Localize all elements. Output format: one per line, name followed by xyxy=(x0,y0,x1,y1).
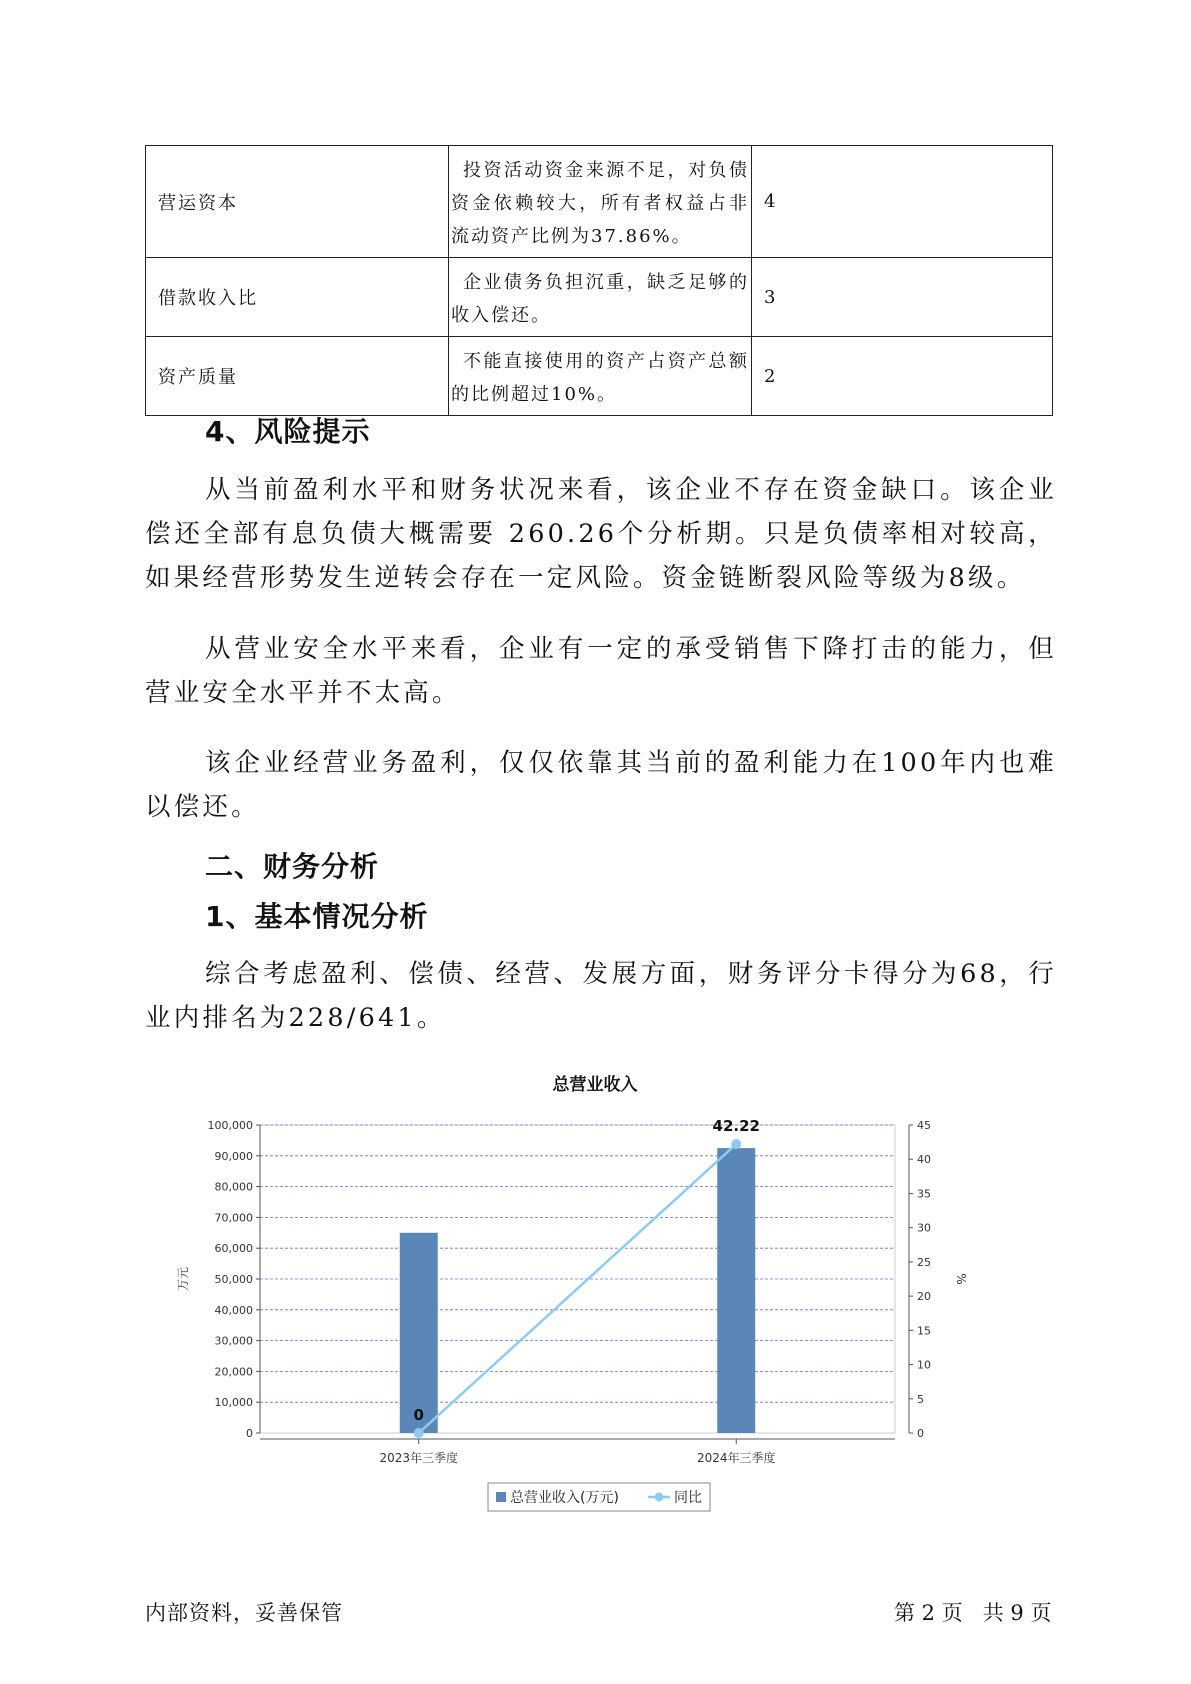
line-point xyxy=(414,1428,424,1438)
data-label: 42.22 xyxy=(712,1117,760,1136)
risk-item-cell: 借款收入比 xyxy=(146,258,449,337)
y-tick-label-right: 35 xyxy=(917,1187,931,1201)
footer-confidential: 内部资料，妥善保管 xyxy=(145,1601,343,1625)
risk-description-cell: 不能直接使用的资产占资产总额的比例超过10%。 xyxy=(449,337,752,416)
legend-swatch-bar xyxy=(496,1492,506,1502)
legend-label: 总营业收入(万元) xyxy=(510,1490,619,1506)
y-tick-label-right: 5 xyxy=(917,1392,924,1406)
legend-swatch-point xyxy=(655,1493,664,1502)
line-series xyxy=(419,1144,737,1433)
paragraph: 从当前盈利水平和财务状况来看，该企业不存在资金缺口。该企业偿还全部有息负债大概需要 260.26个分析期。只是负债率相对较高，如果经营形势发生逆转会存在一定风险。资金链断裂风险等级为8级。 xyxy=(145,475,1057,593)
y-tick-label-left: 70,000 xyxy=(214,1211,253,1225)
table-row xyxy=(146,258,1053,337)
risk-score-cell: 2 xyxy=(752,337,1053,416)
section-heading-finance: 二、财务分析 xyxy=(205,850,380,883)
risk-item-cell: 营运资本 xyxy=(146,146,449,258)
table-row xyxy=(146,337,1053,416)
y-tick-label-right: 40 xyxy=(917,1153,931,1167)
page-number xyxy=(894,1597,1051,1627)
y-tick-label-left: 40,000 xyxy=(214,1303,253,1317)
y-tick-label-right: 30 xyxy=(917,1221,931,1235)
y-tick-label-left: 50,000 xyxy=(214,1273,253,1286)
bar xyxy=(717,1148,755,1433)
paragraph: 该企业经营业务盈利，仅仅依靠其当前的盈利能力在100年内也难以偿还。 xyxy=(145,748,1057,822)
bar xyxy=(400,1233,438,1433)
revenue-chart xyxy=(170,1065,1030,1535)
risk-description-cell: 企业债务负担沉重，缺乏足够的收入偿还。 xyxy=(449,258,752,337)
y-tick-label-left: 0 xyxy=(246,1427,253,1440)
risk-score-cell: 4 xyxy=(752,146,1053,258)
line-point xyxy=(731,1139,741,1149)
y-tick-label-left: 80,000 xyxy=(214,1180,253,1194)
section-heading-risk: 4、风险提示 xyxy=(205,415,371,448)
y-tick-label-right: 25 xyxy=(917,1255,931,1269)
y-axis-label-left: 万元 xyxy=(176,1266,190,1292)
y-tick-label-left: 20,000 xyxy=(214,1365,253,1379)
risk-item-cell: 资产质量 xyxy=(146,337,449,416)
paragraph: 从营业安全水平来看，企业有一定的承受销售下降打击的能力，但营业安全水平并不太高。 xyxy=(145,634,1057,708)
risk-table xyxy=(145,145,1053,416)
risk-score-cell: 3 xyxy=(752,258,1053,337)
y-tick-label-left: 60,000 xyxy=(214,1242,253,1256)
data-label: 0 xyxy=(413,1406,424,1424)
y-tick-label-left: 10,000 xyxy=(214,1396,253,1410)
y-tick-label-right: 45 xyxy=(917,1119,931,1132)
y-tick-label-left: 90,000 xyxy=(214,1149,253,1163)
y-tick-label-left: 30,000 xyxy=(214,1334,253,1348)
x-tick-label: 2024年三季度 xyxy=(696,1451,776,1465)
chart-title: 总营业收入 xyxy=(552,1075,638,1095)
page-number-text: 第 2 页 共 9 页 xyxy=(894,1601,1052,1625)
y-tick-label-right: 10 xyxy=(917,1358,931,1372)
y-tick-label-right: 0 xyxy=(917,1427,924,1440)
y-axis-label-right: % xyxy=(954,1273,968,1285)
y-tick-label-right: 15 xyxy=(917,1324,931,1338)
y-tick-label-right: 20 xyxy=(917,1290,931,1304)
table-row xyxy=(146,146,1053,258)
risk-description-cell: 投资活动资金来源不足，对负债资金依赖较大，所有者权益占非流动资产比例为37.86%。 xyxy=(449,146,752,258)
paragraph: 综合考虑盈利、偿债、经营、发展方面，财务评分卡得分为68，行业内排名为228/641。 xyxy=(145,959,1057,1033)
legend-label: 同比 xyxy=(674,1490,702,1506)
y-tick-label-left: 100,000 xyxy=(207,1119,253,1132)
x-tick-label: 2023年三季度 xyxy=(379,1451,459,1465)
subsection-heading-basic: 1、基本情况分析 xyxy=(205,900,429,933)
